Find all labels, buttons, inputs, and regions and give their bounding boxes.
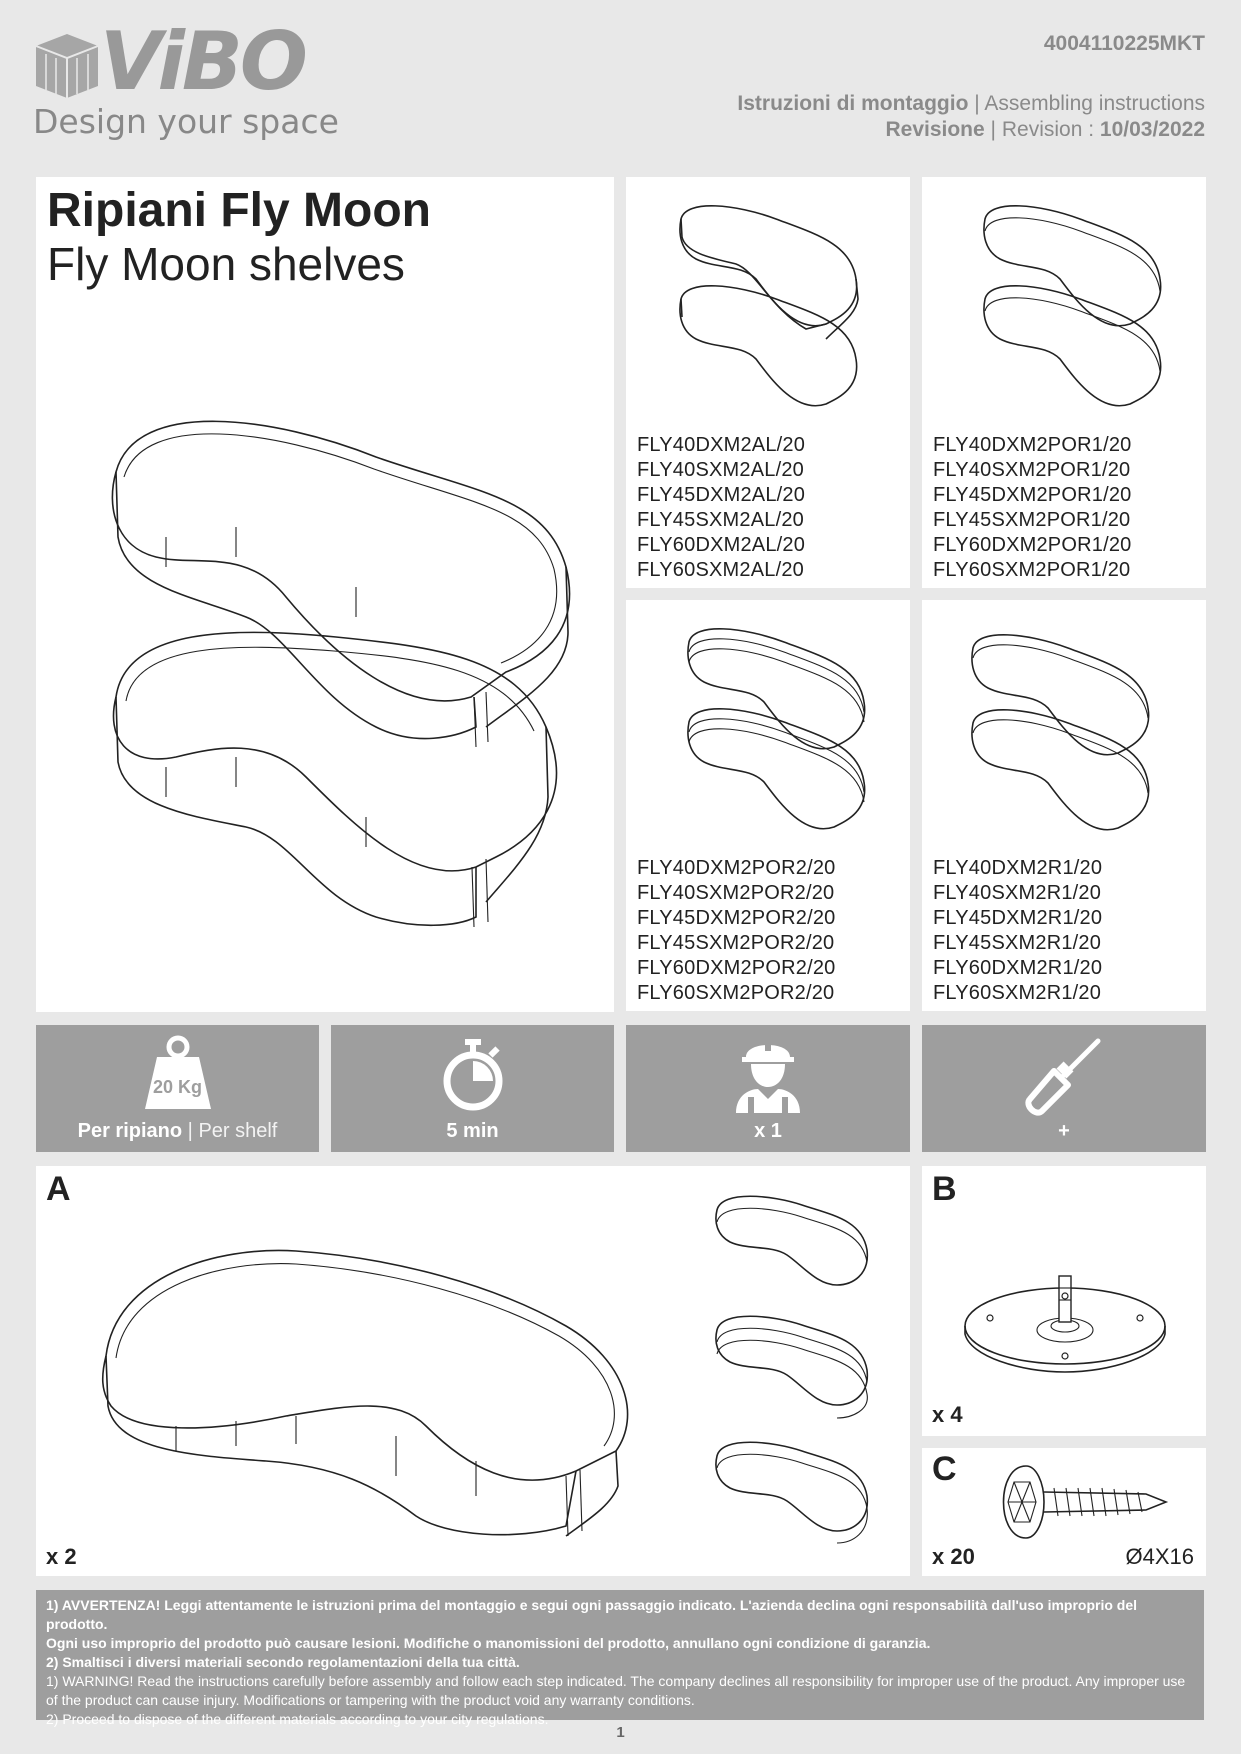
part-c-panel [922, 1448, 1206, 1576]
variant-card [922, 600, 1206, 1011]
shelf-small-al-illustration [712, 1190, 872, 1290]
screw-size: Ø4X16 [1125, 1544, 1194, 1569]
revision-line: Revisione | Revision : 10/03/2022 [885, 118, 1205, 141]
title-it: Ripiani Fly Moon [47, 184, 431, 237]
variant-por2-illustration [684, 622, 874, 832]
variant-al-illustration [676, 199, 866, 409]
title-en: Fly Moon shelves [47, 238, 405, 290]
screwdriver-icon [1024, 1035, 1104, 1115]
weight-icon [143, 1035, 213, 1111]
workers-value: x 1 [754, 1120, 782, 1142]
worker-icon [732, 1035, 804, 1113]
logo-wordmark: ViBO [100, 15, 305, 108]
variant-r1-illustration [968, 628, 1158, 828]
page-number: 1 [616, 1724, 625, 1741]
variant-codes: FLY40DXM2R1/20 FLY40SXM2R1/20 FLY45DXM2R1/20 FLY45SXM2R1/20 FLY60DXM2R1/20 FLY60SXM2R1/20 [933, 857, 1103, 1004]
variant-codes: FLY40DXM2POR1/20 FLY40SXM2POR1/20 FLY45DXM2POR1/20 FLY45SXM2POR1/20 FLY60DXM2POR1/20 FLY60SXM2POR1/20 [933, 434, 1132, 581]
part-qty: x 4 [932, 1402, 963, 1427]
part-letter: C [932, 1450, 957, 1488]
shelf-small-r1-illustration [712, 1436, 872, 1546]
variant-card [626, 600, 910, 1011]
warning-en-1: 1) WARNING! Read the instructions carefully before assembly and follow each step indicated. The company declines all responsibility for improper use of the product. Any improper use of the product can cause injury. Modifications or tampering with the product void any warranty conditions. [46, 1673, 1186, 1708]
variant-codes: FLY40DXM2POR2/20 FLY40SXM2POR2/20 FLY45DXM2POR2/20 FLY45SXM2POR2/20 FLY60DXM2POR2/20 FLY60SXM2POR2/20 [637, 857, 836, 1004]
logo-cube-icon [36, 34, 98, 98]
time-value: 5 min [446, 1120, 499, 1142]
shelf-a-illustration [96, 1236, 636, 1536]
shelf-small-por2-illustration [712, 1310, 872, 1420]
warning-it-3: 2) Smaltisci i diversi materiali secondo regolamentazioni della tua città. [46, 1654, 520, 1670]
warning-it-1: 1) AVVERTENZA! Leggi attentamente le istruzioni prima del montaggio e segui ogni passaggio indicato. L'azienda declina ogni responsabilità dall'uso improprio del prodotto. [46, 1597, 1138, 1632]
tagline: Design your space [33, 102, 339, 141]
warning-en-2: 2) Proceed to dispose of the different materials according to your city regulations. [46, 1711, 549, 1727]
weight-label: Per ripiano | Per shelf [77, 1120, 278, 1142]
part-qty: x 20 [932, 1544, 975, 1569]
part-a-panel [36, 1166, 910, 1576]
part-b-panel [922, 1166, 1206, 1436]
weight-value: 20 Kg [152, 1077, 203, 1097]
part-letter: A [46, 1170, 71, 1208]
variant-card [922, 177, 1206, 588]
doc-code: 4004110225MKT [1043, 32, 1205, 55]
workers-spec [626, 1025, 910, 1152]
part-qty: x 2 [46, 1544, 77, 1569]
variant-por1-illustration [980, 199, 1170, 409]
weight-spec [36, 1025, 319, 1152]
warning-it-2: Ogni uso improprio del prodotto può causare lesioni. Modifiche o manomissioni del prodotto, annullano ogni condizione di garanzia. [46, 1635, 931, 1651]
time-spec [331, 1025, 614, 1152]
tool-spec [922, 1025, 1206, 1152]
base-plate-illustration [960, 1256, 1170, 1376]
shelves-main-illustration [76, 397, 596, 957]
part-letter: B [932, 1170, 957, 1208]
tool-value: + [1058, 1120, 1070, 1142]
instructions-line: Istruzioni di montaggio | Assembling instructions [737, 92, 1205, 115]
stopwatch-icon [439, 1039, 507, 1111]
variant-card [626, 177, 910, 588]
variant-codes: FLY40DXM2AL/20 FLY40SXM2AL/20 FLY45DXM2AL/20 FLY45SXM2AL/20 FLY60DXM2AL/20 FLY60SXM2AL/20 [637, 434, 806, 581]
title-panel [36, 177, 614, 1012]
screw-illustration [996, 1462, 1196, 1542]
warnings-box [36, 1590, 1204, 1727]
